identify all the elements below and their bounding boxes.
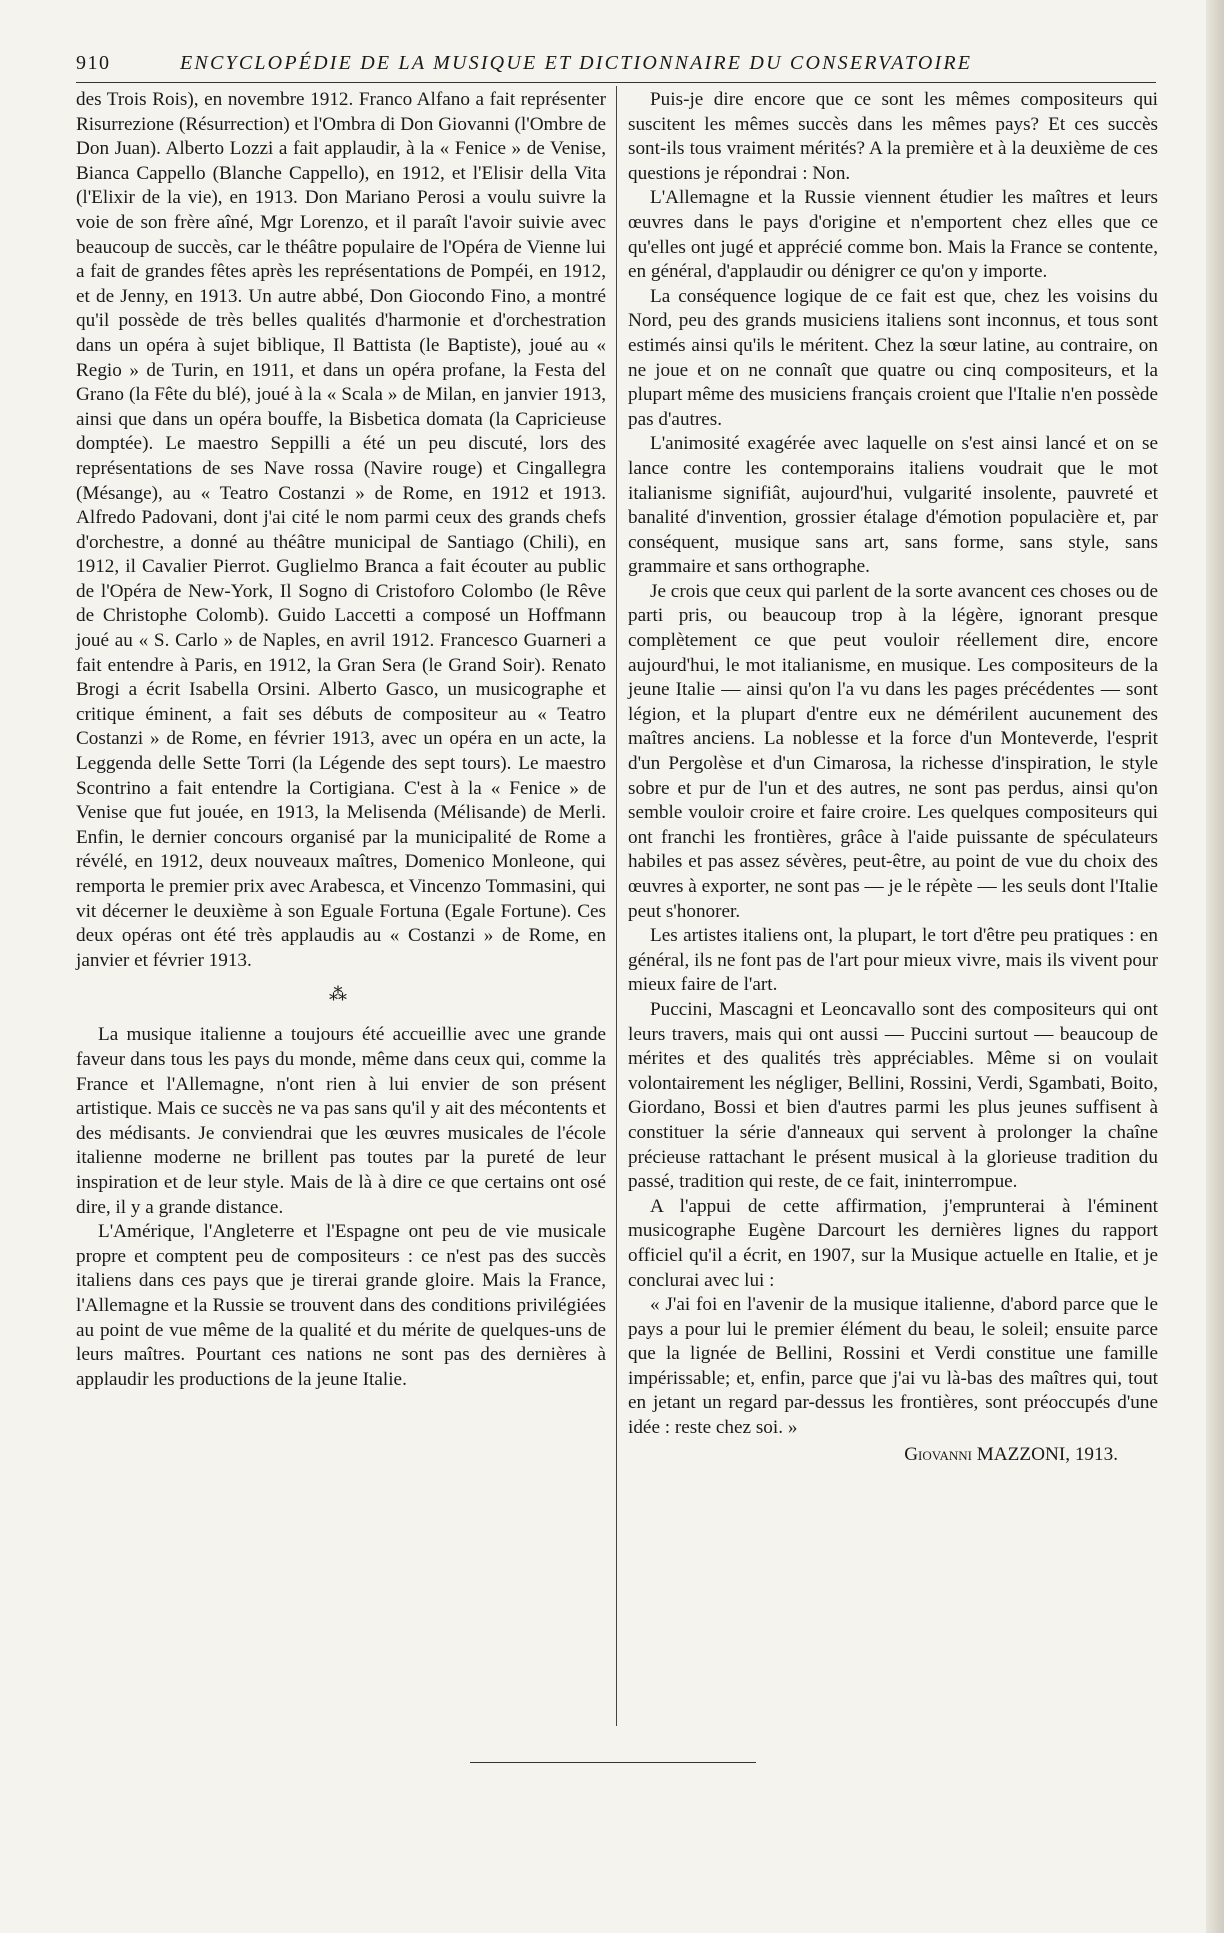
paragraph: des Trois Rois), en novembre 1912. Franco Alfano a fait représenter Risurrezione (Résurrection) et l'Ombra di Don Giovanni (l'Ombre de Don Juan). Alberto Lozzi a fait applaudir, à la « Fenice » de Venise, Bianca Cappello (Blanche Cappello), en 1912, et l'Elisir della Vita (l'Elixir de la vie), en 1913. Don Mariano Perosi a voulu suivre la voie de son frère aîné, Mgr Lorenzo, et il paraît l'avoir suivie avec beaucoup de succès, car le théâtre populaire de l'Opéra de Vienne lui a fait de grandes fêtes après les représentations de Pompéi, en 1912, et de Jenny, en 1913. Un autre abbé, Don Giocondo Fino, a montré qu'il possède de très belles qualités d'harmonie et d'orchestration dans un opéra à sujet biblique, Il Battista (le Baptiste), joué au « Regio » de Turin, en 1911, et dans un opéra profane, la Festa del Grano (la Fête du blé), joué à la « Scala » de Milan, en janvier 1913, ainsi que dans un opéra bouffe, la Bisbetica domata (la Capricieuse domptée). Le maestro Seppilli a été un peu discuté, lors des représentations de ses Nave rossa (Navire rouge) et Cingallegra (Mésange), au « Teatro Costanzi » de Rome, en 1912 et 1913. Alfredo Padovani, dont j'ai cité le nom parmi ceux des grands chefs d'orchestre, a donné au théâtre municipal de Santiago (Chili), en 1912, il Cavalier Pierrot. Guglielmo Branca a fait écouter au public de l'Opéra de New-York, Il Sogno di Cristoforo Colombo (le Rêve de Christophe Colomb). Guido Laccetti a composé un Hoffmann joué au « S. Carlo » de Naples, en avril 1912. Francesco Guarneri a fait entendre à Paris, en 1912, la Gran Sera (le Grand Soir). Renato Brogi a écrit Isabella Orsini. Alberto Gasco, un musicographe et critique éminent, a fait ses débuts de compositeur au « Teatro Costanzi » de Rome, en février 1913, avec un opéra en un acte, la Leggenda delle Sette Torri (la Légende des sept tours). Le maestro Scontrino a fait entendre la Cortigiana. C'est à la « Fenice » de Venise que fut jouée, en 1913, la Melisenda (Mélisande) de Merli. Enfin, le dernier concours organisé par la municipalité de Rome a révélé, en 1912, deux nouveaux maîtres, Domenico Monleone, qui remporta le premier prix avec Arabesca, et Vincenzo Tommasini, qui vit décerner le deuxième à son Eguale Fortuna (Egale Fortune). Ces deux opéras ont été très applaudis au « Costanzi » de Rome, en janvier et février 1913. xyxy=(76,89,606,971)
right-column xyxy=(628,88,1158,1467)
paragraph: Je crois que ceux qui parlent de la sorte avancent ces choses ou de parti pris, ou beaucoup trop à la légère, ignorant presque complètement ce que peut vouloir réellement dire, encore aujourd'hui, le mot italianisme, en musique. Les compositeurs de la jeune Italie — ainsi qu'on l'a vu dans les pages précédentes — sont légion, et la plupart d'entre eux ne démérilent aucunement des maîtres anciens. La noblesse et la force d'un Monteverde, l'esprit d'un Pergolèse et d'un Cimarosa, la richesse d'inspiration, le style sobre et pur de l'un et des autres, ne sont pas perdus, ainsi qu'on semble vouloir croire et faire croire. Les quelques compositeurs qui ont franchi les frontières, grâce à l'aide puissante de spéculateurs habiles et pas assez sévères, peut-être, au point de vue du choix des œuvres à exporter, ne sont pas — je le répète — les seuls dont l'Italie peut s'honorer. xyxy=(628,580,1158,922)
asterism-separator: ⁂ xyxy=(329,984,353,1005)
left-column xyxy=(76,88,606,1392)
page-number: 910 xyxy=(76,52,111,74)
paragraph: La conséquence logique de ce fait est que, chez les voisins du Nord, peu des grands musiciens italiens sont inconnus, et tous sont estimés ainsi qu'ils le méritent. Chez la sœur latine, au contraire, on ne joue et on ne connaît que quatre ou cinq compositeurs, et la plupart même des musiciens français croient que l'Italie n'en possède pas d'autres. xyxy=(628,285,1158,430)
paragraph: L'Allemagne et la Russie viennent étudier les maîtres et leurs œuvres dans le pays d'origine et n'emportent chez elles que ce qu'elles ont jugé et apprécié comme bon. Mais la France se contente, en général, d'applaudir ou dénigrer ce qu'on y importe. xyxy=(628,187,1158,283)
paragraph: Les artistes italiens ont, la plupart, le tort d'être peu pratiques : en général, ils ne font pas de l'art pour mieux vivre, mais ils vivent pour mieux faire de l'art. xyxy=(628,925,1158,996)
paragraph: L'Amérique, l'Angleterre et l'Espagne ont peu de vie musicale propre et comptent peu de compositeurs : ce n'est pas des succès italiens dans ces pays que je tirerai grande gloire. Mais la France, l'Allemagne et la Russie se trouvent dans des conditions privilégiées au point de vue même de la qualité et du mérite de quelques-uns de leurs maîtres. Pourtant ces nations ne sont pas des dernières à applaudir les productions de la jeune Italie. xyxy=(76,1221,606,1390)
column-divider xyxy=(616,86,617,1726)
author-signature: Giovanni MAZZONI, 1913. xyxy=(904,1443,1118,1465)
running-header xyxy=(76,52,1156,82)
paragraph: La musique italienne a toujours été accueillie avec une grande faveur dans tous les pays du monde, même dans ceux qui, comme la France et l'Allemagne, n'ont rien à lui envier de son présent artistique. Mais ce succès ne va pas sans qu'il y ait des mécontents et des médisants. Je conviendrai que les œuvres musicales de l'école italienne moderne ne brillent pas toutes par la pureté de leur inspiration et de leur style. Mais de là à dire ce que certains ont osé dire, il y a grande distance. xyxy=(76,1024,606,1218)
page-edge xyxy=(1206,0,1224,1933)
header-rule xyxy=(76,82,1156,83)
paragraph: L'animosité exagérée avec laquelle on s'est ainsi lancé et on se lance contre les contemporains italiens voudrait que le mot italianisme signifiât, aujourd'hui, vulgarité insolente, pauvreté et banalité d'invention, grossier étalage d'émotion populacière et, par conséquent, musique sans art, sans forme, sans style, sans grammaire et sans orthographe. xyxy=(628,433,1158,578)
paragraph: Puccini, Mascagni et Leoncavallo sont des compositeurs qui ont leurs travers, mais qui ont aussi — Puccini surtout — beaucoup de mérites et des qualités très appréciables. Même si on voulait volontairement les négliger, Bellini, Rossini, Verdi, Sgambati, Boito, Giordano, Bossi et bien d'autres parmi les plus jeunes suffisent à constituer la série d'anneaux qui servent à prolonger la chaîne précieuse rattachant le présent musical à la glorieuse tradition du passé, tradition qui reste, de ce fait, ininterrompue. xyxy=(628,998,1158,1193)
paragraph: Puis-je dire encore que ce sont les mêmes compositeurs qui suscitent les mêmes succès dans les mêmes pays? Et ces succès sont-ils tous vraiment mérités? A la première et à la deuxième de ces questions je répondrai : Non. xyxy=(628,89,1158,184)
running-title: ENCYCLOPÉDIE DE LA MUSIQUE ET DICTIONNAIRE DU CONSERVATOIRE xyxy=(180,52,973,74)
end-rule xyxy=(470,1762,756,1763)
quotation: « J'ai foi en l'avenir de la musique italienne, d'abord parce que le pays a pour lui le premier élément du beau, le soleil; ensuite parce que la lignée de Bellini, Rossini et Verdi constitue une famille impérissable; et, enfin, parce que j'ai vu là-bas des maîtres qui, tout en jetant un regard par-dessus les frontières, sont préoccupés d'une idée : reste chez soi. » xyxy=(628,1294,1158,1439)
paragraph: A l'appui de cette affirmation, j'emprunterai à l'éminent musicographe Eugène Darcourt les dernières lignes du rapport officiel qu'il a écrit, en 1907, sur la Musique actuelle en Italie, et je conclurai avec lui : xyxy=(628,1195,1158,1291)
